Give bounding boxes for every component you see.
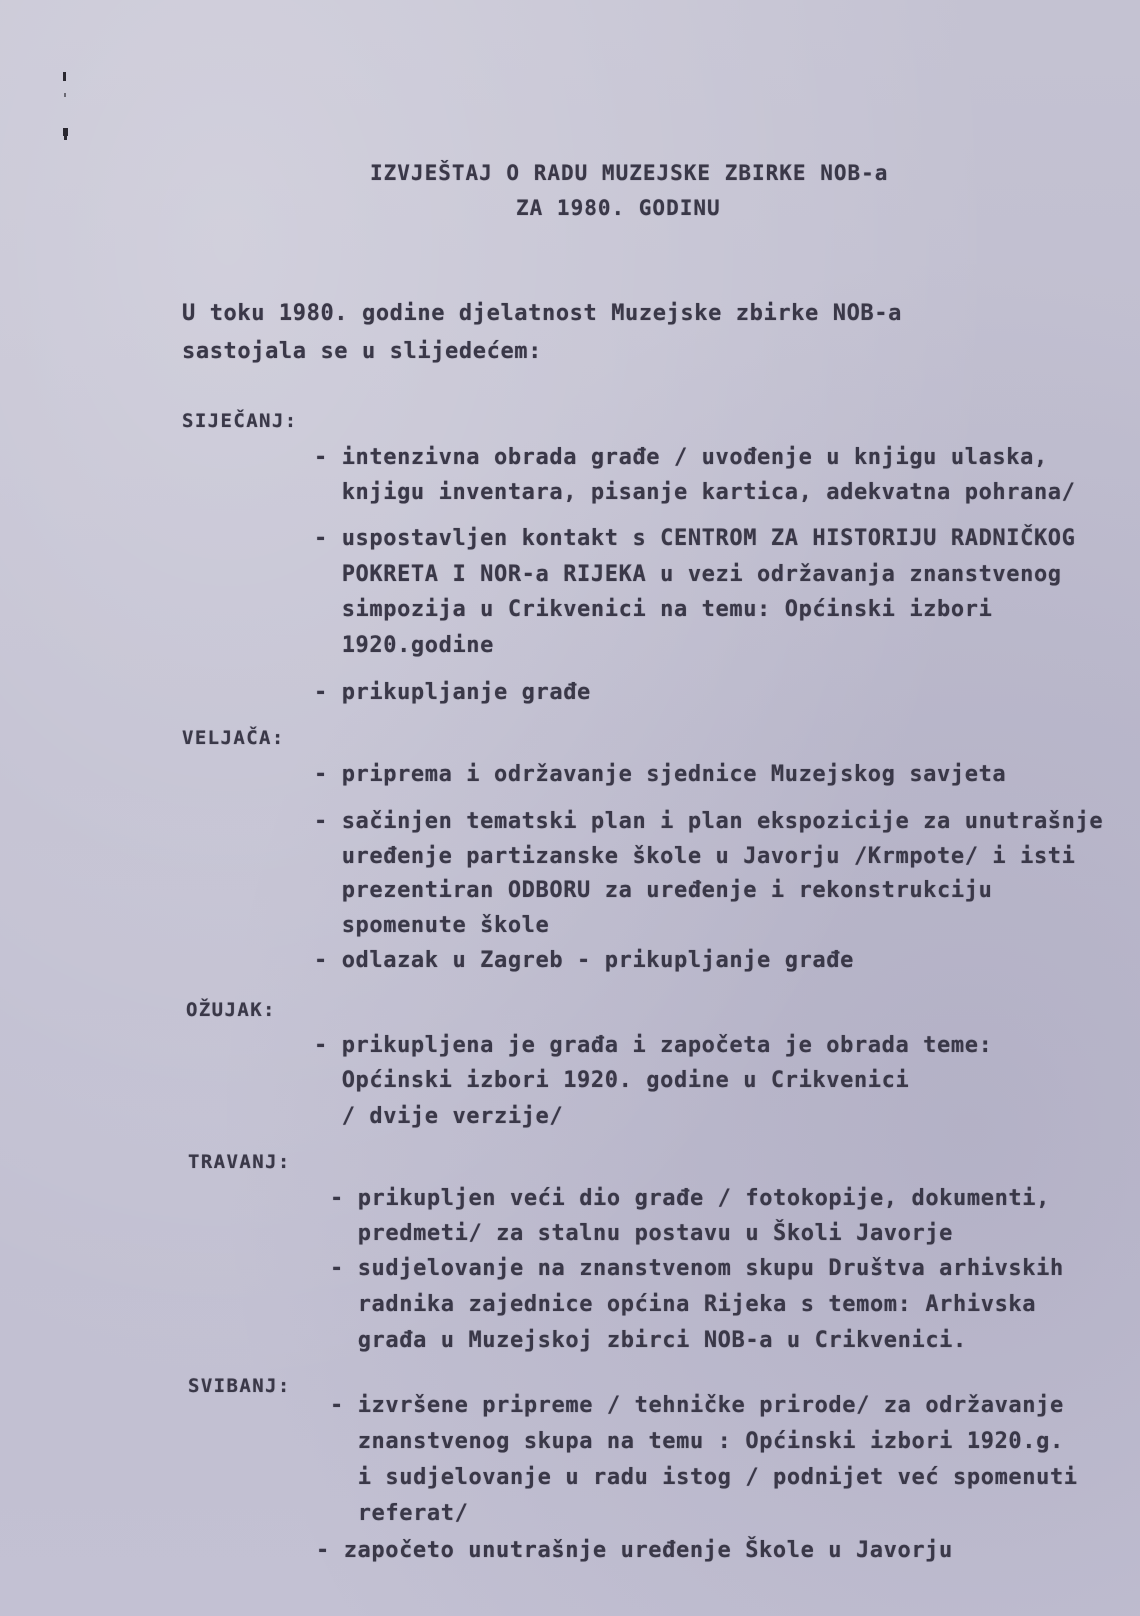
item-line: prezentiran ODBORU za uređenje i rekonstrukciju <box>314 878 993 903</box>
punch-mark <box>64 93 66 97</box>
item-line: - priprema i održavanje sjednice Muzejskog savjeta <box>314 762 1007 787</box>
item-line: - uspostavljen kontakt s CENTROM ZA HISTORIJU RADNIČKOG <box>314 526 1076 551</box>
item-line: - prikupljanje građe <box>314 680 591 705</box>
item-line: - intenzivna obrada građe / uvođenje u knjigu ulaska, <box>314 445 1048 470</box>
item-line: knjigu inventara, pisanje kartica, adekvatna pohrana/ <box>314 480 1076 505</box>
report-title-line-1: IZVJEŠTAJ O RADU MUZEJSKE ZBIRKE NOB-a <box>370 161 889 185</box>
item-line: - započeto unutrašnje uređenje Škole u Javorju <box>316 1538 953 1563</box>
intro-line-2: sastojala se u slijedećem: <box>182 339 542 364</box>
month-heading-sijecanj: SIJEČANJ: <box>182 410 298 432</box>
item-line: znanstvenog skupa na temu : Općinski izbori 1920.g. <box>330 1429 1064 1454</box>
month-heading-veljaca: VELJAČA: <box>182 727 285 749</box>
item-line: - sudjelovanje na znanstvenom skupu Društva arhivskih <box>330 1256 1064 1281</box>
item-line: simpozija u Crikvenici na temu: Općinski izbori <box>314 597 993 622</box>
item-line: građa u Muzejskoj zbirci NOB-a u Crikvenici. <box>330 1328 967 1353</box>
month-heading-svibanj: SVIBANJ: <box>188 1375 291 1397</box>
item-line: POKRETA I NOR-a RIJEKA u vezi održavanja znanstvenog <box>314 562 1062 587</box>
item-line: radnika zajednice općina Rijeka s temom: Arhivska <box>330 1292 1037 1317</box>
item-line: / dvije verzije/ <box>314 1104 564 1129</box>
item-line: uređenje partizanske škole u Javorju /Krmpote/ i isti <box>314 844 1076 869</box>
month-heading-ozujak: OŽUJAK: <box>186 999 276 1021</box>
item-line: - prikupljena je građa i započeta je obrada teme: <box>314 1033 993 1058</box>
intro-line-1: U toku 1980. godine djelatnost Muzejske zbirke NOB-a <box>182 301 902 326</box>
item-line: - odlazak u Zagreb - prikupljanje građe <box>314 948 854 973</box>
item-line: spomenute škole <box>314 913 550 938</box>
item-line: predmeti/ za stalnu postavu u Školi Javorje <box>330 1221 954 1246</box>
item-line: Općinski izbori 1920. godine u Crikvenici <box>314 1068 910 1093</box>
month-heading-travanj: TRAVANJ: <box>188 1151 291 1173</box>
punch-mark <box>64 134 67 140</box>
punch-mark <box>63 72 66 81</box>
item-line: referat/ <box>330 1501 469 1526</box>
report-title-line-2: ZA 1980. GODINU <box>516 196 721 220</box>
item-line: - prikupljen veći dio građe / fotokopije, dokumenti, <box>330 1186 1050 1211</box>
item-line: - sačinjen tematski plan i plan ekspozicije za unutrašnje <box>314 809 1104 834</box>
item-line: - izvršene pripreme / tehničke prirode/ za održavanje <box>330 1393 1064 1418</box>
item-line: i sudjelovanje u radu istog / podnijet već spomenuti <box>330 1465 1078 1490</box>
item-line: 1920.godine <box>314 633 494 658</box>
